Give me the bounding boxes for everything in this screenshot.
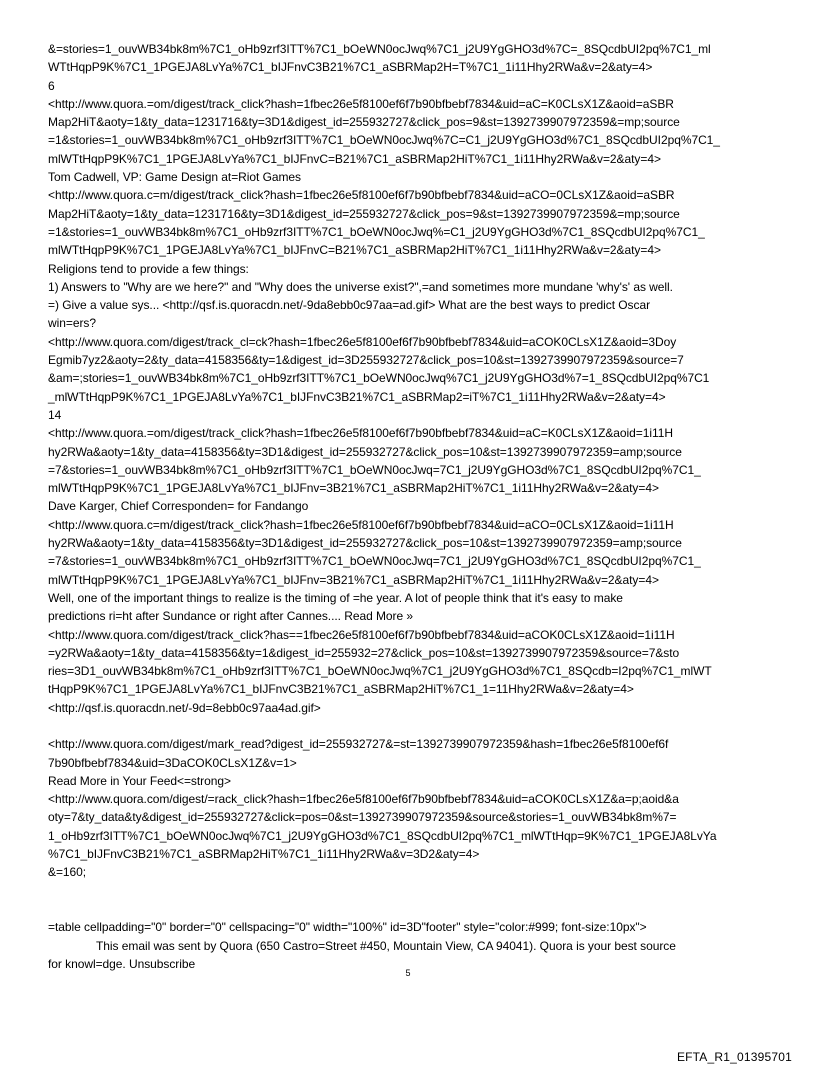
- text-line: =y2RWa&aoty=1&ty_data=4158356&ty=1&digest_id=255932=27&click_pos=10&st=1392739907972359&source=7&sto: [48, 645, 680, 660]
- text-line: mlWTtHqpP9K%7C1_1PGEJA8LvYa%7C1_bIJFnv=3B21%7C1_aSBRMap2HiT%7C1_1i11Hhy2RWa&v=2&aty=4>: [48, 572, 659, 587]
- text-line: mlWTtHqpP9K%7C1_1PGEJA8LvYa%7C1_bIJFnv=3B21%7C1_aSBRMap2HiT%7C1_1i11Hhy2RWa&v=2&aty=4>: [48, 481, 659, 496]
- text-line: <http://www.quora.c=m/digest/track_click?hash=1fbec26e5f8100ef6f7b90bfbebf7834&uid=aCO=0CLsX1Z&aoid=1i11H: [48, 517, 674, 532]
- text-line: Map2HiT&aoty=1&ty_data=1231716&ty=3D1&digest_id=255932727&click_pos=9&st=1392739907972359&=mp;source: [48, 115, 680, 130]
- text-line: 7b90bfbebf7834&uid=3DaCOK0CLsX1Z&v=1>: [48, 755, 297, 770]
- text-line: oty=7&ty_data&ty&digest_id=255932727&click=pos=0&st=1392739907972359&source&stories=1_ouvWB34bk8m%7=: [48, 810, 677, 825]
- text-line: =1&stories=1_ouvWB34bk8m%7C1_oHb9zrf3ITT%7C1_bOeWN0ocJwq%=C1_j2U9YgGHO3d%7C1_8SQcdbUI2pq%7C1_: [48, 224, 705, 239]
- text-line: <http://www.quora.com/digest/track_click?has==1fbec26e5f8100ef6f7b90bfbebf7834&uid=aCOK0CLsX1Z&aoid=1i11H: [48, 627, 675, 642]
- text-line: hy2RWa&aoty=1&ty_data=4158356&ty=3D1&digest_id=255932727&click_pos=10&st=1392739907972359=amp;source: [48, 536, 682, 551]
- text-line: <http://www.quora.com/digest/=rack_click?hash=1fbec26e5f8100ef6f7b90bfbebf7834&uid=aCOK0CLsX1Z&a=p;aoid&a: [48, 792, 679, 807]
- text-line: mlWTtHqpP9K%7C1_1PGEJA8LvYa%7C1_bIJFnvC=B21%7C1_aSBRMap2HiT%7C1_1i11Hhy2RWa&v=2&aty=4>: [48, 243, 661, 258]
- text-line: &=160;: [48, 865, 87, 880]
- text-line: =1&stories=1_ouvWB34bk8m%7C1_oHb9zrf3ITT%7C1_bOeWN0ocJwq%7C=C1_j2U9YgGHO3d%7C1_8SQcdbUI2pq%7C1_: [48, 133, 720, 148]
- document-id: EFTA_R1_01395701: [676, 1050, 792, 1064]
- footer-table-line: =table cellpadding="0" border="0" cellspacing="0" width="100%" id=3D"footer" style="color:#999; font-size:10px">: [48, 920, 647, 935]
- page-number: 5: [405, 968, 411, 978]
- text-line: Dave Karger, Chief Corresponden= for Fandango: [48, 499, 309, 514]
- text-line: 6: [48, 78, 55, 93]
- footer-sent-line-2: for knowl=dge. Unsubscribe: [48, 956, 196, 971]
- document-body: [48, 40, 772, 973]
- text-line: <http://www.quora.com/digest/track_cl=ck?hash=1fbec26e5f8100ef6f7b90bfbebf7834&uid=aCOK0CLsX1Z&aoid=3Doy: [48, 334, 677, 349]
- text-line: win=ers?: [48, 316, 96, 331]
- text-line: <http://www.quora.=om/digest/track_click?hash=1fbec26e5f8100ef6f7b90bfbebf7834&uid=aC=K0CLsX1Z&aoid=aSBR: [48, 96, 674, 111]
- spacer: [48, 717, 772, 735]
- text-line: Egmib7yz2&aoty=2&ty_data=4158356&ty=1&digest_id=3D255932727&click_pos=10&st=1392739907972359&source=7: [48, 353, 684, 368]
- text-line: &am=;stories=1_ouvWB34bk8m%7C1_oHb9zrf3ITT%7C1_bOeWN0ocJwq%7C1_j2U9YgGHO3d%7=1_8SQcdbUI2pq%7C1: [48, 371, 710, 386]
- text-line: <http://www.quora.com/digest/mark_read?digest_id=255932727&=st=1392739907972359&hash=1fbec26e5f8100ef6f: [48, 737, 669, 752]
- text-line: Tom Cadwell, VP: Game Design at=Riot Games: [48, 170, 302, 185]
- text-line: ries=3D1_ouvWB34bk8m%7C1_oHb9zrf3ITT%7C1_bOeWN0ocJwq%7C1_j2U9YgGHO3d%7C1_8SQcdb=I2pq%7C1_mlWT: [48, 664, 712, 679]
- text-line: %7C1_bIJFnvC3B21%7C1_aSBRMap2HiT%7C1_1i11Hhy2RWa&v=3D2&aty=4>: [48, 847, 480, 862]
- text-line: Read More in Your Feed<=strong>: [48, 773, 231, 788]
- footer-sent-line: This email was sent by Quora (650 Castro=Street #450, Mountain View, CA 94041). Quora is your best source: [96, 938, 676, 953]
- text-line: 14: [48, 407, 62, 422]
- text-line: Map2HiT&aoty=1&ty_data=1231716&ty=3D1&digest_id=255932727&click_pos=9&st=1392739907972359&=mp;source: [48, 206, 680, 221]
- email-text-block-2: [48, 735, 772, 881]
- text-line: &=stories=1_ouvWB34bk8m%7C1_oHb9zrf3ITT%7C1_bOeWN0ocJwq%7C1_j2U9YgGHO3d%7C=_8SQcdbUI2pq%7C1_ml: [48, 42, 711, 56]
- text-line: tHqpP9K%7C1_1PGEJA8LvYa%7C1_bIJFnvC3B21%7C1_aSBRMap2HiT%7C1_1=11Hhy2RWa&v=2&aty=4>: [48, 682, 634, 697]
- text-line: 1_oHb9zrf3ITT%7C1_bOeWN0ocJwq%7C1_j2U9YgGHO3d%7C1_8SQcdbUI2pq%7C1_mlWTtHqp=9K%7C1_1PGEJA8LvYa: [48, 828, 717, 843]
- email-text-block: [48, 40, 772, 717]
- text-line: =) Give a value sys... <http://qsf.is.quoracdn.net/-9da8ebb0c97aa=ad.gif> What are the best ways to predict Oscar: [48, 298, 651, 313]
- text-line: Well, one of the important things to realize is the timing of =he year. A lot of people think that it's easy to make: [48, 590, 623, 605]
- text-line: mlWTtHqpP9K%7C1_1PGEJA8LvYa%7C1_bIJFnvC=B21%7C1_aSBRMap2HiT%7C1_1i11Hhy2RWa&v=2&aty=4>: [48, 151, 661, 166]
- text-line: WTtHqpP9K%7C1_1PGEJA8LvYa%7C1_bIJFnvC3B21%7C1_aSBRMap2H=T%7C1_1i11Hhy2RWa&v=2&aty=4>: [48, 60, 653, 75]
- spacer: [48, 882, 772, 919]
- text-line: 1) Answers to "Why are we here?" and "Why does the universe exist?",=and sometimes more mundane 'why's' as well.: [48, 279, 673, 294]
- text-line: Religions tend to provide a few things:: [48, 261, 249, 276]
- text-line: _mlWTtHqpP9K%7C1_1PGEJA8LvYa%7C1_bIJFnvC3B21%7C1_aSBRMap2=iT%7C1_1i11Hhy2RWa&v=2&aty=4>: [48, 389, 666, 404]
- text-line: <http://qsf.is.quoracdn.net/-9d=8ebb0c97aa4ad.gif>: [48, 700, 321, 715]
- text-line: =7&stories=1_ouvWB34bk8m%7C1_oHb9zrf3ITT%7C1_bOeWN0ocJwq=7C1_j2U9YgGHO3d%7C1_8SQcdbUI2pq%7C1_: [48, 462, 701, 477]
- text-line: =7&stories=1_ouvWB34bk8m%7C1_oHb9zrf3ITT%7C1_bOeWN0ocJwq=7C1_j2U9YgGHO3d%7C1_8SQcdbUI2pq%7C1_: [48, 554, 701, 569]
- text-line: <http://www.quora.=om/digest/track_click?hash=1fbec26e5f8100ef6f7b90bfbebf7834&uid=aC=K0CLsX1Z&aoid=1i11H: [48, 426, 673, 441]
- text-line: <http://www.quora.c=m/digest/track_click?hash=1fbec26e5f8100ef6f7b90bfbebf7834&uid=aCO=0CLsX1Z&aoid=aSBR: [48, 188, 675, 203]
- text-line: predictions ri=ht after Sundance or right after Cannes.... Read More »: [48, 609, 414, 624]
- text-line: hy2RWa&aoty=1&ty_data=4158356&ty=3D1&digest_id=255932727&click_pos=10&st=1392739907972359=amp;source: [48, 444, 682, 459]
